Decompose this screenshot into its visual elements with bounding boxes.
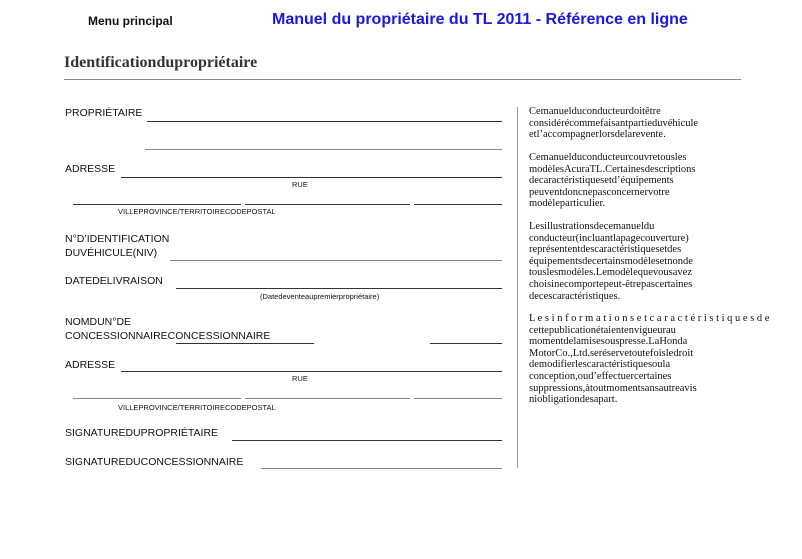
dealer-label-2: CONCESSIONNAIRECONCESSIONNAIRE [65,330,271,342]
street-label: RUE [292,180,308,189]
main-menu-link[interactable]: Menu principal [88,14,173,28]
title-rule [64,79,741,80]
dealer-name-line [176,343,314,344]
postal-line [414,204,502,205]
city-province-postal-label: VILLEPROVINCE/TERRITOIRECODEPOSTAL [118,207,276,216]
note-paragraph-3: Lesillustrationsdecemanueldu conducteur(incluantlapagecouverture) représententdescaractéristiquesetdes équipementsdecertainsmodèlesetnonde touslesmodèles.Lemodèlequevousavez choisinecomportepeut-êtrepascertaines decescaractéristiques. [529,221,693,302]
delivery-date-note: (Datedeventeaupremierpropriétaire) [260,292,380,301]
province-line [245,204,410,205]
dealer-address-label: ADRESSE [65,359,116,371]
vin-line [170,260,502,261]
dealer-number-line [430,343,502,344]
vin-label-1: N°D’IDENTIFICATION [65,233,170,245]
note-paragraph-1: Cemanuelduconducteurdoitêtre considérécommefaisantpartieduvéhicule etl’accompagnerlorsdelarevente. [529,106,699,141]
owner-label: PROPRIÉTAIRE [65,107,143,119]
owner-line [147,121,502,122]
note-paragraph-4: L e s i n f o r m a t i o n s e t c a r a c t é r i s t i q u e s d e cettepublicationétaientenvigueurau momentdelamisesouspresse.LaHonda MotorCo.,Ltd.seréservetoutefoisledroit demodifierlescaractéristiquesoula conception,oud’effectuercertaines suppressions,àtoutmomentsansautreavis niobligationdesapart. [529,313,770,406]
dealer-city-line [73,398,241,399]
owner-signature-line [232,440,502,441]
delivery-date-line [176,288,502,289]
owner-line-2 [145,149,502,150]
column-divider [517,107,518,468]
dealer-label-1: NOMDUN°DE [65,316,132,328]
address-line [121,177,502,178]
dealer-address-line [121,371,502,372]
page-title: Identificationdupropriétaire [64,54,258,71]
note-paragraph-2: Cemanuelduconducteurcouvretousles modèlesAcuraTL.Certainesdescriptions decaractéristiquesetd’équipements peuventdoncnepasconcernervotre modèleparticulier. [529,152,696,210]
dealer-signature-line [261,468,502,469]
dealer-street-label: RUE [292,374,308,383]
city-line [73,204,241,205]
delivery-date-label: DATEDELIVRAISON [65,275,163,287]
manual-title: Manuel du propriétaire du TL 2011 - Référence en ligne [272,11,688,28]
dealer-city-province-postal-label: VILLEPROVINCE/TERRITOIRECODEPOSTAL [118,403,276,412]
dealer-signature-label: SIGNATUREDUCONCESSIONNAIRE [65,456,244,468]
owner-signature-label: SIGNATUREDUPROPRIÉTAIRE [65,427,219,439]
address-label: ADRESSE [65,163,116,175]
dealer-postal-line [414,398,502,399]
dealer-province-line [245,398,410,399]
vin-label-2: DUVÉHICULE(NIV) [65,247,158,259]
